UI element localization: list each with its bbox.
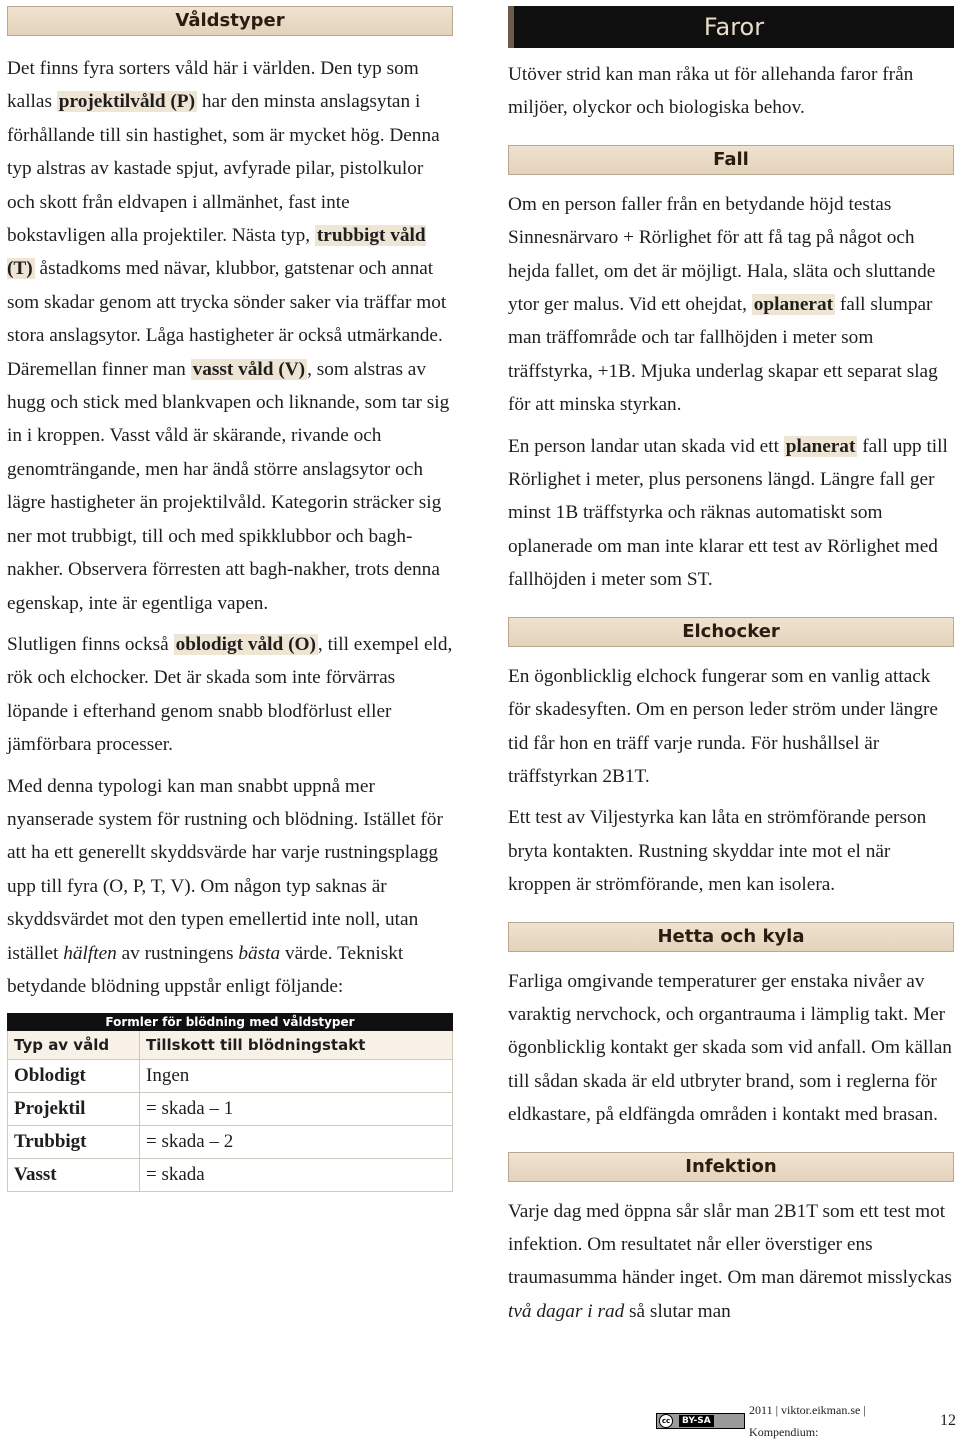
- text-span: Det finns fyra sorters våld här i världen. Den typ som kallas: [7, 58, 419, 113]
- text-span: Varje dag med öppna sår slår man 2B1T som ett test mot infektion. Om resultatet når eller överstiger ens traumasumma händer inget. Om man däremot misslyckas: [508, 1200, 952, 1289]
- cc-license-badge[interactable]: [656, 1413, 745, 1429]
- infektion-paragraph-1: [508, 1195, 954, 1329]
- emphasis-tva-dagar: två dagar i rad: [508, 1300, 625, 1322]
- text-span: åstadkoms med nävar, klubbor, gatstenar och annat som skadar genom att trycka sönder saker via träffar mot stora anslagsytor. Låga hastigheter är också utmärkande. Däremellan finner man: [7, 258, 447, 380]
- emphasis-basta: bästa: [238, 942, 281, 964]
- text-span: av rustningens: [116, 942, 239, 964]
- page-footer: [656, 1403, 956, 1439]
- term-oblodigt-vald: oblodigt våld (O): [175, 633, 316, 655]
- table-row: [8, 1093, 453, 1126]
- table-cell-value: = skada: [140, 1159, 453, 1192]
- table-cell-value: = skada – 1: [140, 1093, 453, 1126]
- term-oplanerat: oplanerat: [753, 294, 834, 316]
- term-projektilvald: projektilvåld (P): [58, 91, 196, 113]
- subheading-infektion: Infektion: [508, 1152, 954, 1182]
- fall-paragraph-1: [508, 188, 954, 422]
- subheading-hetta-och-kyla: Hetta och kyla: [508, 922, 954, 952]
- text-span: En person landar utan skada vid ett: [508, 435, 784, 457]
- valdstyper-paragraph-3: [7, 770, 453, 1004]
- table-cell-type: Trubbigt: [8, 1126, 140, 1159]
- faror-intro: Utöver strid kan man råka ut för allehanda faror från miljöer, olyckor och biologiska behov.: [508, 64, 914, 119]
- fall-paragraph-2: [508, 430, 954, 597]
- footer-text: 2011 | viktor.eikman.se | Kompendium:: [749, 1403, 866, 1439]
- text-span: fall upp till Rörlighet i meter, plus personens längd. Längre fall ger minst 1B träffstyrka och räknas automatiskt som oplanerade om man inte klarar ett test av Rörlighet med fallhöjden i meter som ST.: [508, 435, 948, 591]
- elchocker-paragraph-2: Ett test av Viljestyrka kan låta en strömförande person bryta kontakten. Rustning skyddar inte mot el när kroppen är strömförande, men kan isolera.: [508, 807, 927, 896]
- cc-license-text: BY-SA: [679, 1415, 714, 1427]
- text-span: har den minsta anslagsytan i förhållande till sin hastighet, som är mycket hög. Denna typ alstras av kastade spjut, avfyrade pilar, pistolkulor och skott från eldvapen i allmänhet, fast inte bokstavligen alla projektiler. Nästa typ,: [7, 91, 440, 247]
- valdstyper-paragraph-2: [7, 628, 453, 762]
- table-cell-value: Ingen: [140, 1060, 453, 1093]
- subheading-fall: Fall: [508, 145, 954, 175]
- text-span: värde. Tekniskt betydande blödning uppstår enligt följande:: [7, 942, 404, 997]
- table-cell-type: Vasst: [8, 1159, 140, 1192]
- section-heading-faror: Faror: [508, 6, 954, 48]
- subheading-elchocker: Elchocker: [508, 617, 954, 647]
- term-trubbigt-vald: trubbigt våld (T): [7, 225, 426, 280]
- text-span: så slutar man: [624, 1300, 731, 1322]
- table-cell-value: = skada – 2: [140, 1126, 453, 1159]
- table-cell-type: Oblodigt: [8, 1060, 140, 1093]
- section-heading-valdstyper: Våldstyper: [7, 6, 453, 36]
- table-cell-type: Projektil: [8, 1093, 140, 1126]
- valdstyper-paragraph-1: [7, 52, 453, 620]
- table-caption: Formler för blödning med våldstyper: [8, 1014, 453, 1031]
- text-span: Om en person faller från en betydande höjd testas Sinnesnärvaro + Rörlighet för att få tag på något och hejda fallet, om det är möjligt. Hala, släta och sluttande ytor ger malus. Vid ett ohejdat,: [508, 193, 936, 316]
- page-number: 12: [940, 1412, 956, 1429]
- bleeding-formula-table: [7, 1013, 453, 1192]
- table-header-row: [8, 1031, 453, 1060]
- text-span: fall slumpar man träffområde och tar fallhöjden i meter som träffstyrka, +1B. Mjuka underlag skapar ett separat slag för att minska styrkan.: [508, 294, 938, 416]
- left-column: [7, 0, 453, 1192]
- table-row: [8, 1126, 453, 1159]
- text-span: Med denna typologi kan man snabbt uppnå mer nyanserade system för rustning och blödning. Istället för att ha ett generellt skyddsvärde har varje rustningsplagg upp till fyra (O, P, T, V). Om någon typ saknas är skyddsvärdet mot den typen emellertid inte noll, utan istället: [7, 775, 443, 964]
- table-header-cell: Typ av våld: [8, 1031, 140, 1060]
- emphasis-halften: hälften: [63, 942, 117, 964]
- text-span: Slutligen finns också: [7, 633, 174, 655]
- table-row: [8, 1159, 453, 1192]
- table-row: [8, 1060, 453, 1093]
- text-span: , som alstras av hugg och stick med blankvapen och liknande, som tar sig in i kroppen. Vasst våld är skärande, rivande och genomträngande, men har ändå större anslagsytor och lägre hastigheter än projektilvåld. Kategorin sträcker sig ner mot trubbigt, till och med spikklubbor och bagh-nakher. Observera förresten att bagh-nakher, trots denna egenskap, inte är egentliga vapen.: [7, 358, 450, 614]
- term-planerat: planerat: [785, 435, 856, 457]
- term-vasst-vald: vasst våld (V): [192, 358, 306, 380]
- right-column: [508, 0, 954, 1328]
- table-header-cell: Tillskott till blödningstakt: [140, 1031, 453, 1060]
- cc-icon: cc: [659, 1414, 673, 1428]
- elchocker-paragraph-1: En ögonblicklig elchock fungerar som en vanlig attack för skadesyften. Om en person leder ström under längre tid får hon en träff varje runda. För hushållsel är träffstyrkan 2B1T.: [508, 665, 938, 787]
- hetta-paragraph-1: Farliga omgivande temperaturer ger enstaka nivåer av varaktig nervchock, och organtrauma i lämplig takt. Mer ögonblicklig kontakt ger skada som vid anfall. Om källan till sådan skada är eld utbryter brand, som i reglerna för eldkastare, på eldfängda områden i kontakt med brasan.: [508, 970, 952, 1126]
- text-span: , till exempel eld, rök och elchocker. Det är skada som inte förvärras löpande i efterhand genom snabb blodförlust eller jämförbara processer.: [7, 633, 453, 756]
